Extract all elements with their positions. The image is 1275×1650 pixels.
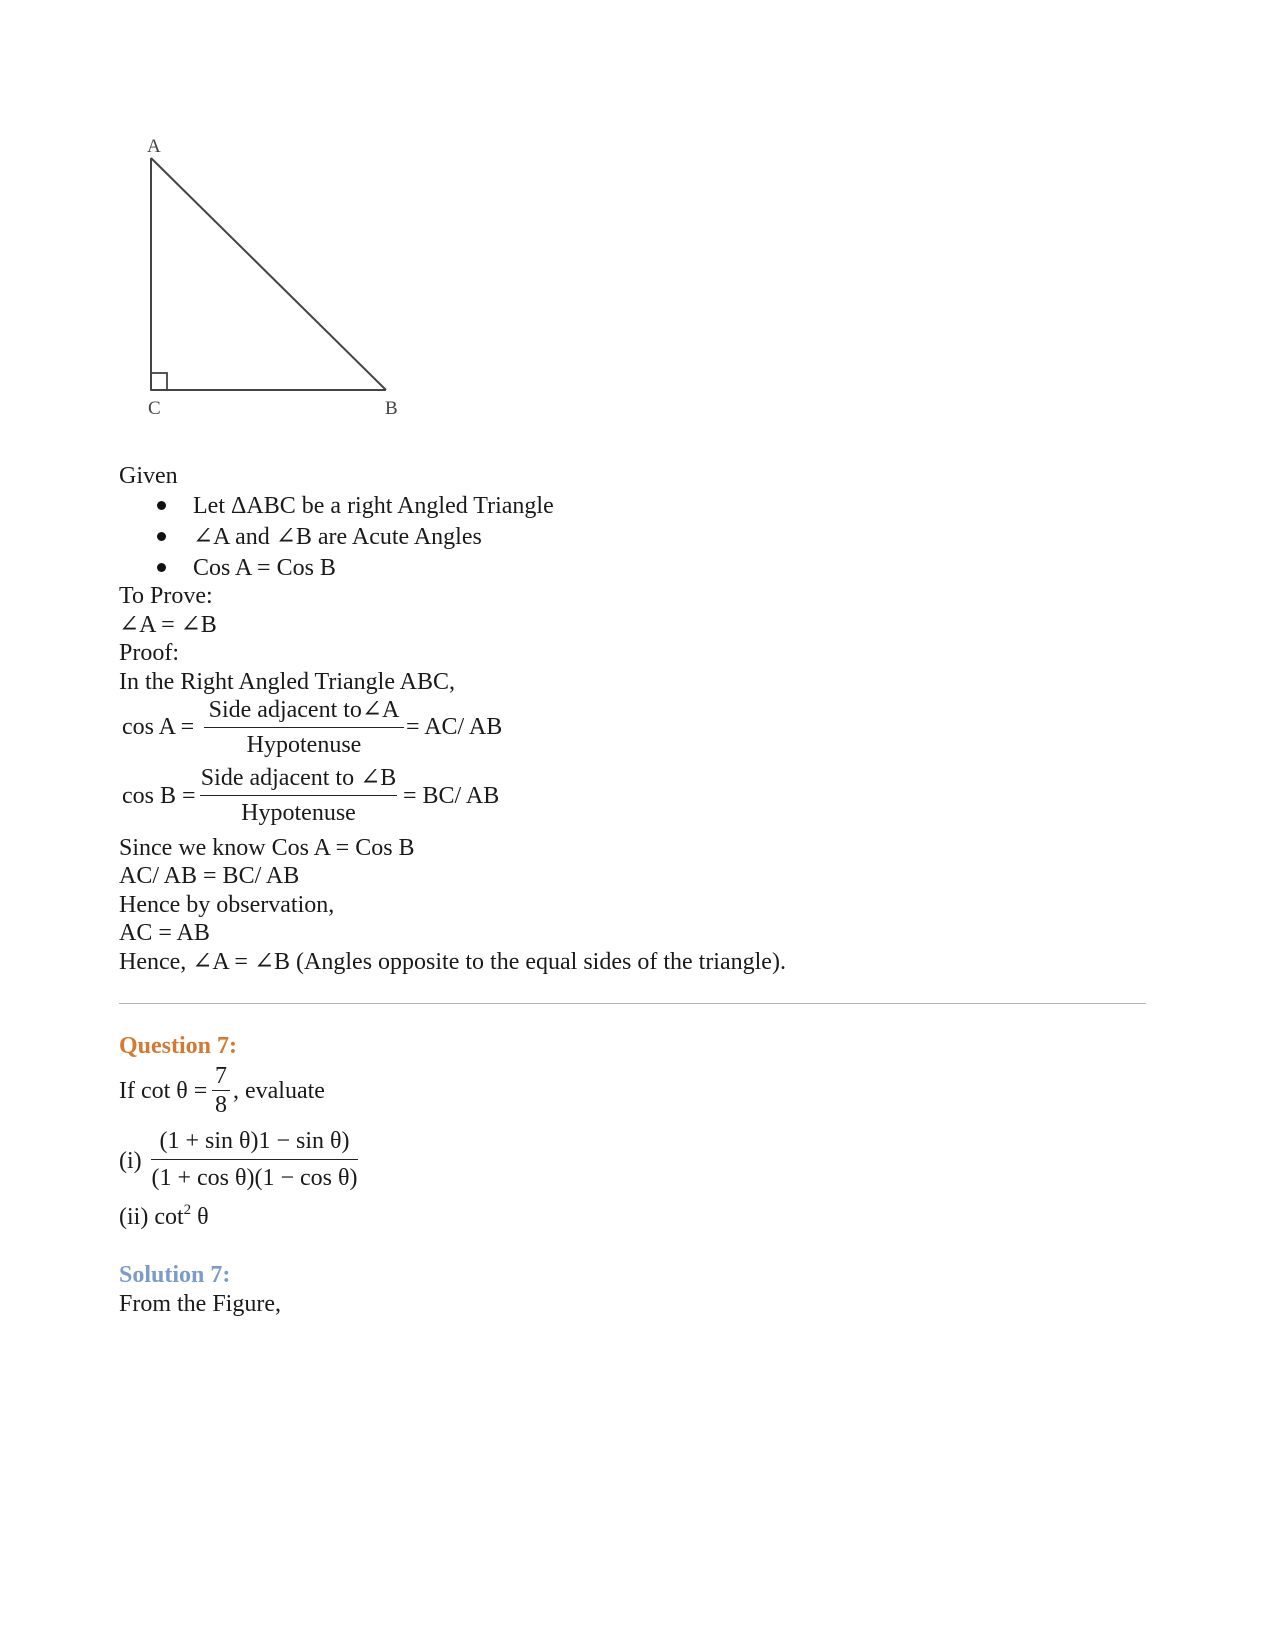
proof-line: AC/ AB = BC/ AB: [119, 863, 300, 889]
part2-prefix: (ii) cot: [119, 1204, 184, 1230]
eq2-rhs: = BC/ AB: [403, 783, 500, 809]
part2-exponent: 2: [183, 1202, 192, 1218]
eq2-numerator: Side adjacent to ∠B: [200, 765, 397, 791]
to-prove-heading: To Prove:: [119, 583, 213, 609]
section-divider: [119, 1003, 1146, 1004]
to-prove-statement: ∠A = ∠B: [119, 612, 217, 638]
fraction-bar: [204, 727, 404, 728]
proof-intro: In the Right Angled Triangle ABC,: [119, 669, 456, 695]
eq1-fraction: [204, 696, 404, 759]
part1-label: (i): [119, 1148, 142, 1174]
solution-title: Solution 7:: [119, 1262, 231, 1288]
right-angle-marker: [151, 373, 167, 390]
eq1-numerator: Side adjacent to∠A: [208, 697, 400, 723]
vertex-label-a: A: [147, 136, 161, 157]
eq1-rhs: = AC/ AB: [406, 714, 503, 740]
proof-line: AC = AB: [119, 920, 210, 946]
solution-text: From the Figure,: [119, 1291, 281, 1317]
part1-numerator: (1 + sin θ)1 − sin θ): [159, 1128, 350, 1154]
cot-denominator: 8: [215, 1092, 227, 1118]
proof-heading: Proof:: [119, 640, 179, 666]
given-item: Cos A = Cos B: [193, 555, 336, 581]
cot-numerator: 7: [215, 1063, 227, 1089]
side-ab: [151, 158, 386, 390]
vertex-label-b: B: [385, 398, 398, 419]
proof-line: Hence by observation,: [119, 892, 335, 918]
part2-suffix: θ: [191, 1204, 209, 1230]
part1-denominator: (1 + cos θ)(1 − cos θ): [151, 1165, 358, 1191]
part2: [119, 1203, 209, 1231]
fraction-bar: [151, 1159, 358, 1160]
question-cot-prefix: If cot θ =: [119, 1078, 208, 1104]
question-title: Question 7:: [119, 1033, 238, 1059]
proof-conclusion: Hence, ∠A = ∠B (Angles opposite to the equal sides of the triangle).: [119, 949, 786, 975]
bullet-dot: [157, 563, 166, 572]
triangle-figure: [0, 0, 420, 420]
eq2-fraction: [200, 764, 397, 827]
given-heading: Given: [119, 463, 178, 489]
eq1-lhs: cos A =: [122, 714, 195, 740]
question-cot-suffix: , evaluate: [233, 1078, 325, 1104]
bullet-dot: [157, 501, 166, 510]
given-item: Let ΔABC be a right Angled Triangle: [193, 493, 554, 519]
eq2-denominator: Hypotenuse: [241, 800, 356, 826]
bullet-dot: [157, 532, 166, 541]
fraction-bar: [200, 795, 397, 796]
cot-fraction: [212, 1062, 230, 1119]
eq1-denominator: Hypotenuse: [246, 732, 362, 758]
eq2-lhs: cos B =: [122, 783, 196, 809]
proof-line: Since we know Cos A = Cos B: [119, 835, 415, 861]
given-item: ∠A and ∠B are Acute Angles: [193, 524, 482, 550]
part1-fraction: [151, 1127, 358, 1192]
vertex-label-c: C: [148, 398, 161, 419]
